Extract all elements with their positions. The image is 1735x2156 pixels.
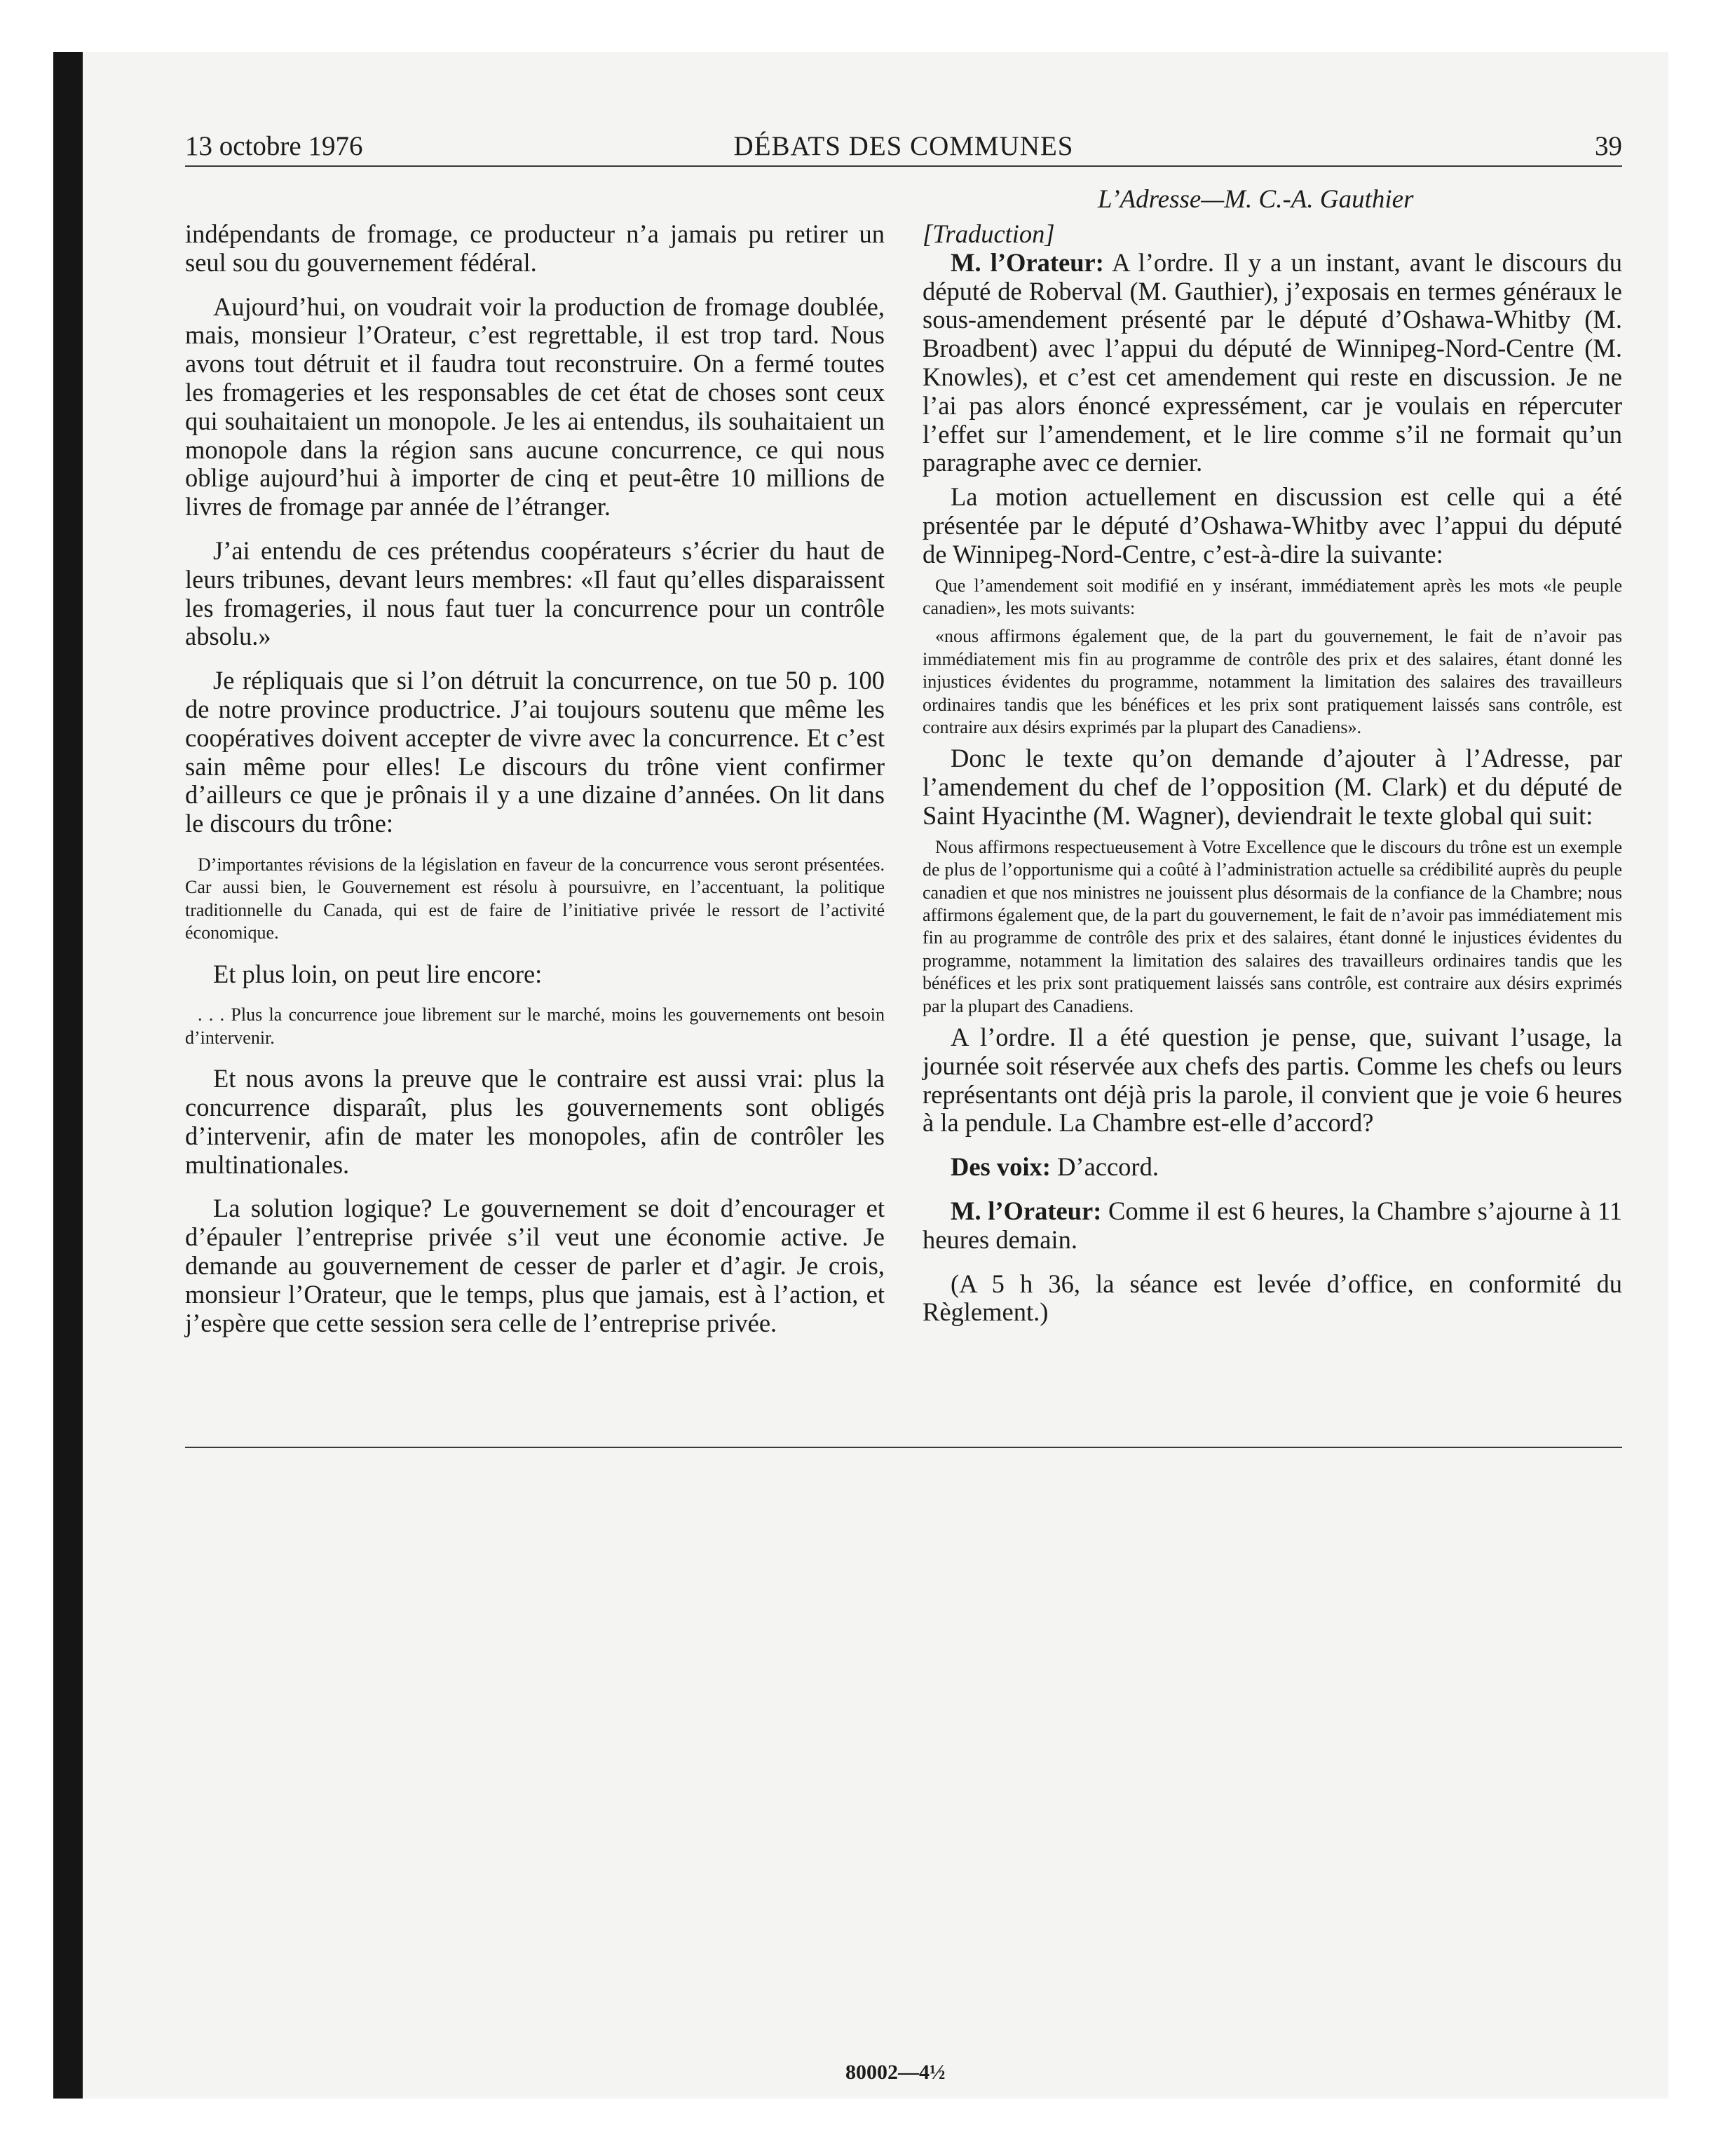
paragraph [923, 1153, 1622, 1182]
header-rule [185, 165, 1622, 167]
paragraph: Aujourd’hui, on voudrait voir la production de fromage doublée, mais, monsieur l’Orateur, c’est regrettable, il est trop tard. Nous avons tout détruit et il faudra tout reconstruire. On a fermé toutes les fromageries et les responsables de cet état de choses sont ceux qui souhaitaient un monopole. Je les ai entendus, ils souhaitaient un monopole dans la région sans aucune concurrence, ce qui nous oblige aujourd’hui à importer de cinq et peut-être 10 millions de livres de fromage par année de l’étranger. [185, 292, 885, 521]
translation-tag [923, 220, 1622, 249]
speaker-name: M. l’Orateur: [951, 247, 1104, 277]
block-quote: Que l’amendement soit modifié en y insérant, immédiatement après les mots «le peuple canadien», les mots suivants: [923, 575, 1622, 618]
speech-text: A l’ordre. Il y a un instant, avant le discours du député de Roberval (M. Gauthier), j’exposais en termes généraux le sous-amendement présenté par le député d’Oshawa-Whitby (M. Broadbent) avec l’appui du député de Winnipeg-Nord-Centre (M. Knowles), et c’est cet amendement qui reste en discussion. Je ne l’ai pas alors énoncé expressément, car je voulais en répercuter l’effet sur l’amendement, et le lire comme s’il ne formait qu’un paragraphe avec ce dernier. [923, 247, 1622, 477]
translation-tag-text: [Traduction] [923, 219, 1055, 248]
block-quote: Nous affirmons respectueusement à Votre Excellence que le discours du trône est un exemple de plus de l’opportunisme qui a coûté à l’administration actuelle sa crédibilité auprès du peuple canadien et que nos ministres ne jouissent plus désormais de la confiance de la Chambre; nous affirmons également que, de la part du gouvernement, le fait de n’avoir pas immédiatement mis fin au programme de contrôle des prix et des salaires, étant donné le injustices évidentes du programme, notamment la limitation des salaires des travailleurs ordinaires tandis que les bénéfices et les prix sont pratiquement laissés sans contrôle, est contraire aux désirs exprimés par la plupart des Canadiens. [923, 836, 1622, 1016]
paragraph: La motion actuellement en discussion est celle qui a été présentée par le député d’Oshawa-Whitby avec l’appui du député de Winnipeg-Nord-Centre, c’est-à-dire la suivante: [923, 482, 1622, 568]
paragraph: Et nous avons la preuve que le contraire est aussi vrai: plus la concurrence disparaît, plus les gouvernements sont obligés d’intervenir, afin de mater les monopoles, afin de contrôler les multinationales. [185, 1064, 885, 1179]
running-head: L’Adresse—M. C.-A. Gauthier [1098, 185, 1414, 214]
paragraph: (A 5 h 36, la séance est levée d’office, en conformité du Règlement.) [923, 1269, 1622, 1327]
block-quote: D’importantes révisions de la législation en faveur de la concurrence vous seront présentées. Car aussi bien, le Gouvernement est résolu à poursuivre, en l’accentuant, la politique traditionnelle du Canada, qui est de faire de l’initiative privée le ressort de l’activité économique. [185, 854, 885, 943]
paragraph: A l’ordre. Il a été question je pense, que, suivant l’usage, la journée soit réservée aux chefs des partis. Comme les chefs ou leurs représentants ont déjà pris la parole, il convient que je voie 6 heures à la pendule. La Chambre est-elle d’accord? [923, 1023, 1622, 1138]
paragraph: La solution logique? Le gouvernement se doit d’encourager et d’épauler l’entreprise privée s’il veut une économie active. Je demande au gouvernement de cesser de parler et d’agir. Je crois, monsieur l’Orateur, que le temps, plus que jamais, est à l’action, et j’espère que cette session sera celle de l’entreprise privée. [185, 1194, 885, 1337]
paragraph: J’ai entendu de ces prétendus coopérateurs s’écrier du haut de leurs tribunes, devant leurs membres: «Il faut qu’elles disparaissent les fromageries, il nous faut tuer la concurrence pour un contrôle absolu.» [185, 535, 885, 651]
header-title: DÉBATS DES COMMUNES [733, 131, 1074, 161]
footer-code: 80002—4½ [845, 2061, 946, 2084]
speech-text: Comme il est 6 heures, la Chambre s’ajourne à 11 heures demain. [923, 1196, 1622, 1254]
speaker-name: M. l’Orateur: [951, 1196, 1102, 1226]
speaker-name: Des voix: [951, 1152, 1051, 1182]
right-column [923, 220, 1622, 1327]
header-date: 13 octobre 1976 [185, 131, 363, 161]
paragraph: Je répliquais que si l’on détruit la concurrence, on tue 50 p. 100 de notre province productrice. J’ai toujours soutenu que même les coopératives doivent accepter de vivre avec la concurrence. Et c’est sain même pour elles! Le discours du trône vient confirmer d’ailleurs ce que je prônais il y a une dizaine d’années. On lit dans le discours du trône: [185, 666, 885, 838]
footer-rule [185, 1447, 1622, 1448]
paragraph: Donc le texte qu’on demande d’ajouter à l’Adresse, par l’amendement du chef de l’opposition (M. Clark) et du député de Saint Hyacinthe (M. Wagner), deviendrait le texte global qui suit: [923, 744, 1622, 830]
paragraph [923, 1197, 1622, 1255]
page-number: 39 [1595, 131, 1622, 161]
left-column [185, 220, 885, 1337]
page-header [185, 130, 1622, 163]
paragraph: indépendants de fromage, ce producteur n’a jamais pu retirer un seul sou du gouvernement fédéral. [185, 219, 885, 277]
block-quote: . . . Plus la concurrence joue librement sur le marché, moins les gouvernements ont besoin d’intervenir. [185, 1004, 885, 1048]
block-quote: «nous affirmons également que, de la part du gouvernement, le fait de n’avoir pas immédiatement mis fin au programme de contrôle des prix et des salaires, étant donné les injustices évidentes du programme, notamment la limitation des salaires des travailleurs ordinaires tandis que les bénéfices et les prix sont pratiquement laissés sans contrôle, est contraire aux désirs exprimés par la plupart des Canadiens». [923, 626, 1622, 737]
paragraph [923, 249, 1622, 477]
speech-text: D’accord. [1050, 1152, 1159, 1182]
binding-edge [53, 52, 83, 2099]
paragraph: Et plus loin, on peut lire encore: [213, 959, 543, 988]
